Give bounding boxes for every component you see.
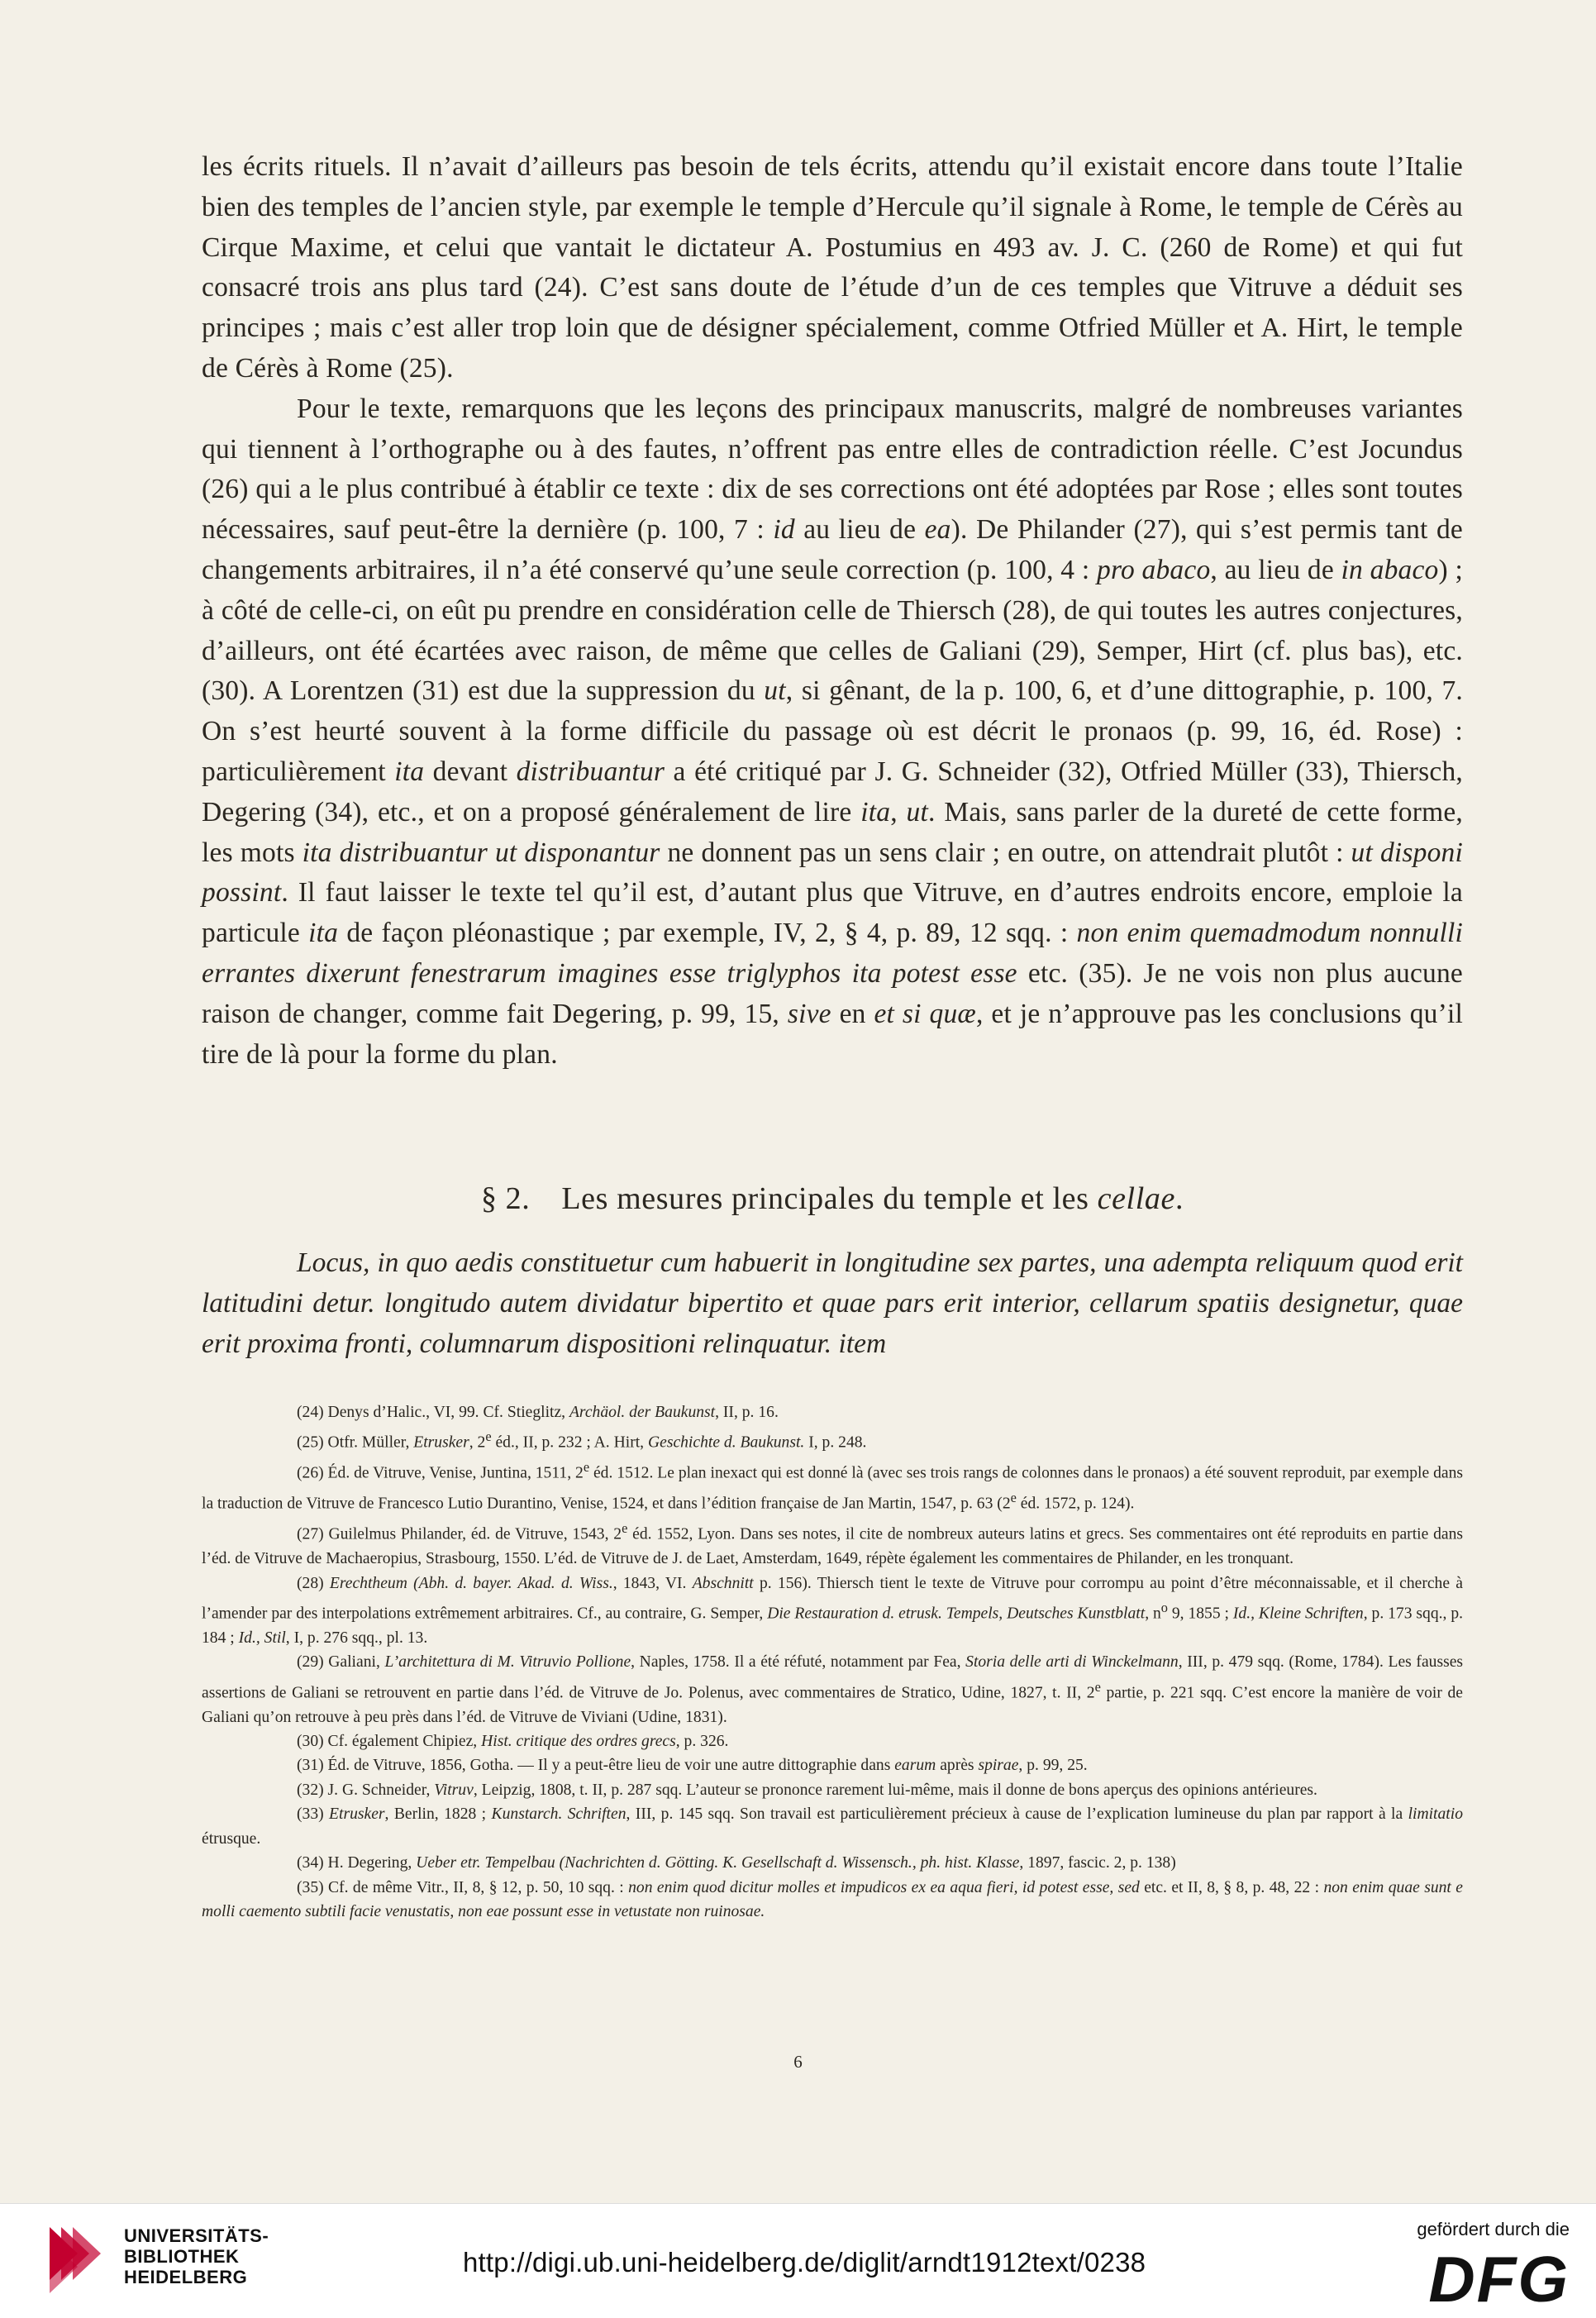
footnote-28: (28) Erechtheum (Abh. d. bayer. Akad. d. Wiss., 1843, VI. Abschnitt p. 156). Thiersch tient le texte de Vitruve pour corrompu au point d’être méconnaissable, et il cherche à l’amender par des interpolations extrêmement arbitraires. Cf., au contraire, G. Semper, Die Restauration d. etrusk. Tempels, Deutsches Kunstblatt, $n^o$ 9, 1855 ; Id., Kleine Schriften, p. 173 sqq., p. 184 ; Id., Stil, I, p. 276 sqq., pl. 13. — [202, 1574, 1464, 1647]
university-seal-icon — [45, 2220, 111, 2300]
latin-quote: Locus, in quo aedis constituetur cum habuerit in longitudine sex partes, una adempta reliquum quod erit latitudini detur. longitudo autem dividatur bipertito et quae pars erit interior, cellarum spatiis designetur, quae erit proxima fronti, columnarum dispositioni relinquatur. item — [202, 1247, 1463, 1359]
footnote-33: (33) Etrusker, Berlin, 1828 ; Kunstarch. Schriften, III, p. 145 sqq. Son travail est particulièrement précieux à cause de l’explication lumineuse du plan par rapport à la limitatio étrusque. — [202, 1805, 1463, 1848]
institution-name: UNIVERSITÄTS- BIBLIOTHEK HEIDELBERG — [124, 2225, 269, 2287]
footnote-32: (32) J. G. Schneider, Vitruv, Leipzig, 1808, t. II, p. 287 sqq. L’auteur se prononce rarement lui-même, mais il donne de bons aperçus des opinions antérieures. — [297, 1781, 1317, 1799]
footnote-35: (35) Cf. de même Vitr., II, 8, § 12, p. 50, 10 sqq. : non enim quod dicitur molles et impudicos ex ea aqua fieri, id potest esse, sed etc. et II, 8, § 8, p. 48, 22 : non enim quae sunt e molli caemento subtili facie venustatis, non eae possunt esse in vetustate non ruinosae. — [202, 1878, 1463, 1920]
body-text — [202, 147, 1463, 1075]
page-number: 6 — [793, 2052, 803, 2072]
section-title: Les mesures principales du temple et les cellae. — [561, 1181, 1184, 1216]
footnote-29: (29) Galiani, L’architettura di M. Vitruvio Pollione, Naples, 1758. Il a été réfuté, notamment par Fea, Storia delle arti di Winckelmann, III, p. 479 sqq. (Rome, 1784). Les fausses assertions de Galiani se retrouvent en partie dans l’éd. de Vitruve de Jo. Polenus, avec commentaires de Stratico, Udine, 1827, t. II, 2e partie, p. 221 sqq. C’est encore la manière de voir de Galiani qu’on retrouve à peu près dans l’éd. de Vitruve de Viviani (Udine, 1831). — [202, 1653, 1464, 1726]
funded-by-label: gefördert durch die — [1417, 2219, 1570, 2239]
footnote-30: (30) Cf. également Chipiez, Hist. critique des ordres grecs, p. 326. — [297, 1733, 729, 1751]
dfg-logo: DFG — [1428, 2243, 1570, 2316]
paragraph-1: les écrits rituels. Il n’avait d’ailleurs pas besoin de tels écrits, attendu qu’il existait encore dans toute l’Italie bien des temples de l’ancien style, par exemple le temple d’Hercule qu’il signale à Rome, le temple de Cérès au Cirque Maxime, et celui que vantait le dictateur A. Postumius en 493 av. J. C. (260 de Rome) et qui fut consacré trois ans plus tard (24). C’est sans doute de l’étude d’un de ces temples que Vitruve a déduit ses principes ; mais c’est aller trop loin que de désigner spécialement, comme Otfried Müller et A. Hirt, le temple de Cérès à Rome (25). — [202, 151, 1463, 384]
footer-bar — [0, 2203, 1596, 2318]
footnote-34: (34) H. Degering, Ueber etr. Tempelbau (Nachrichten d. Götting. K. Gesellschaft d. Wissensch., ph. hist. Klasse, 1897, fascic. 2, p. 138) — [297, 1854, 1176, 1872]
footnote-26: (26) Éd. de Vitruve, Venise, Juntina, 1511, 2e éd. 1512. Le plan inexact qui est donné là (avec ses trois rangs de colonnes dans le pronaos) a été souvent reproduit, par exemple dans la traduction de Vitruve de Francesco Lutio Durantino, Venise, 1524, et dans l’édition française de Jan Martin, 1547, p. 63 (2e éd. 1572, p. 124). — [202, 1459, 1463, 1513]
footnotes — [202, 1400, 1463, 1924]
section-heading — [202, 1180, 1463, 1217]
footnote-27: (27) Guilelmus Philander, éd. de Vitruve, 1543, 2e éd. 1552, Lyon. Dans ses notes, il cite de nombreux auteurs latins et grecs. Ses commentaires ont été reproduits en partie dans l’éd. de Vitruve de Machaeropius, Strasbourg, 1550. L’éd. de Vitruve de J. de Laet, Amsterdam, 1649, répète également les commentaires de Philander, en les tronquant. — [202, 1520, 1463, 1568]
paragraph-2: Pour le texte, remarquons que les leçons des principaux manuscrits, malgré de nombreuses variantes qui tiennent à l’orthographe ou à des fautes, n’offrent pas entre elles de contradiction réelle. C’est Jocundus (26) qui a le plus contribué à établir ce texte : dix de ses corrections ont été adoptées par Rose ; elles sont toutes nécessaires, sauf peut-être la dernière (p. 100, 7 : id au lieu de ea). De Philander (27), qui s’est permis tant de changements arbitraires, il n’a été conservé qu’une seule correction (p. 100, 4 : pro abaco, au lieu de in abaco) ; à côté de celle-ci, on eût pu prendre en considération celle de Thiersch (28), de qui toutes les autres conjectures, d’ailleurs, ont été écartées avec raison, de même que celles de Galiani (29), Semper, Hirt (cf. plus bas), etc. (30). A Lorentzen (31) est due la suppression du ut, si gênant, de la p. 100, 6, et d’une dittographie, p. 100, 7. On s’est heurté souvent à la forme difficile du passage où est décrit le pronaos (p. 99, 16, éd. Rose) : particulièrement ita devant distribuantur a été critiqué par J. G. Schneider (32), Otfried Müller (33), Thiersch, Degering (34), etc., et on a proposé généralement de lire ita, ut. Mais, sans parler de la dureté de cette forme, les mots ita distribuantur ut disponantur ne donnent pas un sens clair ; en outre, on attendrait plutôt : ut disponi possint. Il faut laisser le texte tel qu’il est, d’autant plus que Vitruve, en d’autres endroits encore, emploie la particule ita de façon pléonastique ; par exemple, IV, 2, § 4, p. 89, 12 sqq. : non enim quemadmodum nonnulli errantes dixerunt fenestrarum imagines esse triglyphos ita potest esse etc. (35). Je ne vois non plus aucune raison de changer, comme fait Degering, p. 99, 15, sive en et si quæ, et je n’approuve pas les conclusions qu’il tire de là pour la forme du plan. — [202, 393, 1464, 1070]
footnote-31: (31) Éd. de Vitruve, 1856, Gotha. — Il y a peut-être lieu de voir une autre dittographie dans earum après spirae, p. 99, 25. — [297, 1757, 1088, 1775]
footnote-24: (24) Denys d’Halic., VI, 99. Cf. Stieglitz, Archäol. der Baukunst, II, p. 16. — [297, 1404, 779, 1421]
section-number: § 2. — [480, 1181, 531, 1216]
source-url-link[interactable]: http://digi.ub.uni-heidelberg.de/diglit/arndt1912text/0238 — [463, 2247, 1146, 2277]
footnote-25: (25) Otfr. Müller, Etrusker, 2e éd., II, p. 232 ; A. Hirt, Geschichte d. Baukunst. I, p. 248. — [297, 1428, 867, 1452]
